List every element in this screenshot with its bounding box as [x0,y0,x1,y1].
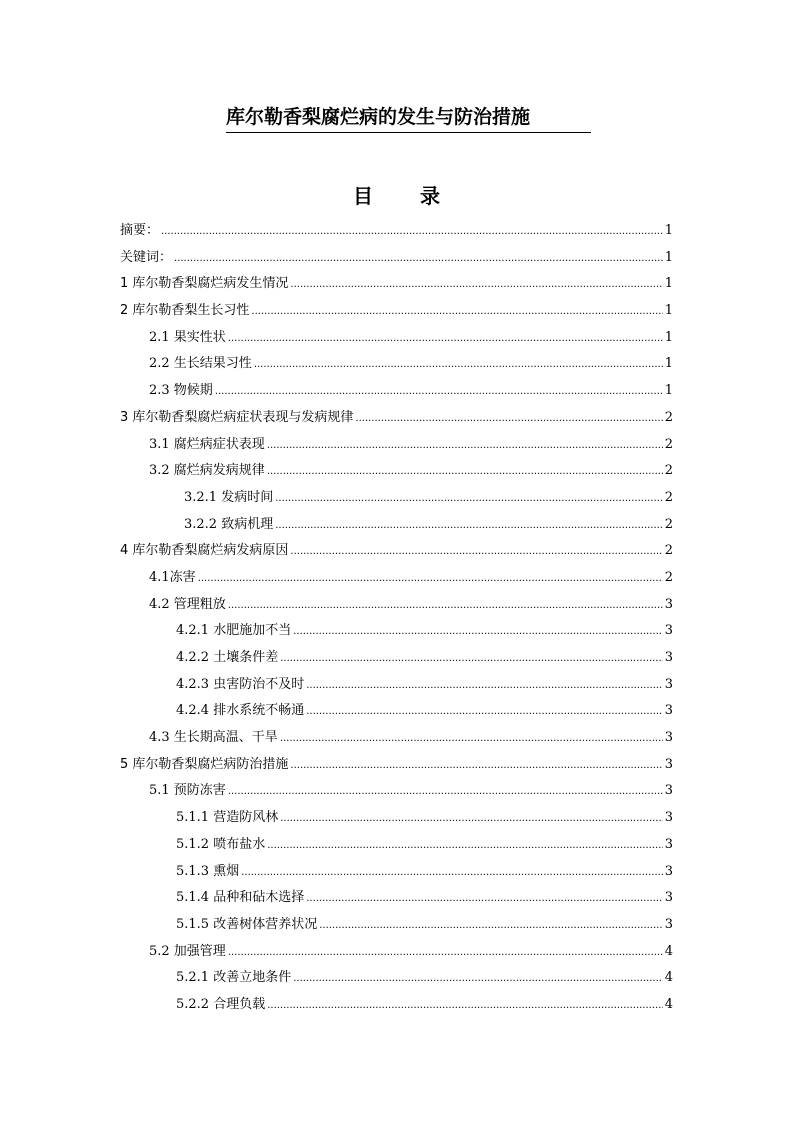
toc-entry-label: 5.2 加强管理 [149,943,226,959]
toc-entry[interactable] [120,351,673,378]
toc-entry-page-number: 3 [664,890,673,906]
toc-entry-label: 4.2.2 土壤条件差 [176,650,279,665]
toc-entry[interactable] [120,912,673,939]
toc-entry-page-number: 2 [664,409,673,425]
toc-entry-page-number: 2 [664,516,673,532]
toc-entry[interactable] [120,725,673,752]
toc-entry-label: 3.1 腐烂病症状表现 [149,436,265,452]
toc-entry-page-number: 3 [664,703,673,719]
toc-entry-page-number: 1 [664,329,673,345]
toc-entry[interactable] [120,618,673,645]
toc-entry-label: 1 库尔勒香梨腐烂病发生情况 [120,276,289,292]
toc-entry[interactable] [120,271,673,298]
toc-dot-leader [267,833,663,860]
toc-entry-label: 4.2.3 虫害防治不及时 [176,676,305,692]
toc-entry[interactable] [120,832,673,859]
toc-entry-label: 5.1.5 改善树体营养状况 [176,916,318,932]
toc-entry-label: 2.1 果实性状 [149,329,226,345]
toc-entry-label: 关键词： [120,249,173,265]
document-title: 库尔勒香梨腐烂病的发生与防治措施 [226,104,591,133]
toc-entry-page-number: 2 [664,463,673,479]
toc-dot-leader [293,966,663,993]
toc-entry[interactable] [120,325,673,352]
toc-entry-page-number: 4 [664,970,673,986]
toc-entry-page-number: 3 [664,836,673,852]
toc-dot-leader [280,806,663,833]
toc-dot-leader [290,539,662,566]
toc-dot-leader [241,860,663,887]
toc-entry-label: 2.2 生长结果习性 [149,356,252,372]
toc-entry[interactable] [120,992,673,1019]
toc-dot-leader [198,566,663,593]
toc-dot-leader [280,646,663,673]
toc-entry-label: 4.2.4 排水系统不畅通 [176,703,305,719]
toc-entry-page-number: 3 [664,863,673,879]
toc-entry-label: 4.1冻害 [149,569,196,585]
toc-entry-page-number: 4 [664,996,673,1012]
toc-dot-leader [228,593,663,620]
toc-entry-page-number: 1 [664,356,673,372]
toc-entry[interactable] [120,245,673,272]
toc-dot-leader [251,299,662,326]
toc-entry-label: 5 库尔勒香梨腐烂病防治措施 [120,756,289,772]
toc-dot-leader [267,433,663,460]
toc-entry-label: 5.2.2 合理负载 [176,996,266,1012]
toc-entry-page-number: 2 [664,569,673,585]
toc-entry[interactable] [120,859,673,886]
toc-entry-label: 5.1 预防冻害 [149,783,226,799]
toc-entry-label: 3.2.1 发病时间 [184,489,274,505]
toc-entry[interactable] [120,752,673,779]
toc-entry[interactable] [120,458,673,485]
toc-heading: 目 录 [353,184,460,208]
toc-entry[interactable] [120,538,673,565]
toc-dot-leader [215,379,663,406]
toc-dot-leader [306,673,663,700]
toc-entry[interactable] [120,565,673,592]
toc-entry[interactable] [120,485,673,512]
toc-entry[interactable] [120,218,673,245]
toc-entry[interactable] [120,405,673,432]
toc-entry[interactable] [120,672,673,699]
toc-entry[interactable] [120,298,673,325]
toc-dot-leader [319,913,663,940]
toc-dot-leader [275,513,663,540]
toc-entry-label: 5.2.1 改善立地条件 [176,970,292,986]
toc-entry-page-number: 3 [664,676,673,692]
toc-dot-leader [228,779,663,806]
toc-dot-leader [254,352,663,379]
toc-entry-label: 3.2.2 致病机理 [184,516,274,532]
toc-entry-page-number: 2 [664,543,673,559]
toc-dot-leader [161,219,663,246]
toc-entry-label: 3.2 腐烂病发病规律 [149,463,265,479]
toc-entry-page-number: 2 [664,436,673,452]
toc-dot-leader [174,246,663,273]
table-of-contents [120,218,673,1019]
toc-entry-page-number: 1 [664,276,673,292]
toc-dot-leader [280,726,663,753]
toc-dot-leader [267,459,663,486]
toc-entry-page-number: 3 [664,756,673,772]
toc-dot-leader [306,699,663,726]
toc-dot-leader [306,886,663,913]
toc-dot-leader [290,753,662,780]
toc-entry-page-number: 3 [664,623,673,639]
toc-entry-page-number: 3 [664,730,673,746]
toc-entry-page-number: 3 [664,783,673,799]
toc-entry-page-number: 3 [664,810,673,826]
toc-entry[interactable] [120,885,673,912]
toc-entry-label: 4.3 生长期高温、干旱 [149,730,278,746]
toc-entry-label: 5.1.4 品种和砧木选择 [176,890,305,906]
toc-dot-leader [275,486,663,513]
toc-entry-label: 2 库尔勒香梨生长习性 [120,303,250,319]
toc-dot-leader [228,940,663,967]
toc-entry-page-number: 3 [664,596,673,612]
toc-entry-label: 4.2.1 水肥施加不当 [176,623,292,639]
toc-entry[interactable] [120,778,673,805]
toc-dot-leader [267,993,663,1020]
toc-entry-page-number: 2 [664,489,673,505]
toc-entry-label: 5.1.1 营造防风林 [176,810,279,826]
toc-entry[interactable] [120,592,673,619]
toc-entry-label: 2.3 物候期 [149,383,213,399]
toc-entry[interactable] [120,805,673,832]
toc-entry-label: 4 库尔勒香梨腐烂病发病原因 [120,543,289,559]
toc-entry-label: 4.2 管理粗放 [149,596,226,612]
toc-entry-page-number: 3 [664,916,673,932]
toc-entry[interactable] [120,512,673,539]
toc-entry-label: 摘要： [120,223,160,238]
toc-dot-leader [290,272,662,299]
toc-entry[interactable] [120,645,673,672]
toc-entry[interactable] [120,939,673,966]
toc-entry[interactable] [120,965,673,992]
toc-entry-page-number: 1 [664,249,673,265]
toc-entry-page-number: 1 [664,223,673,238]
toc-entry-page-number: 4 [664,943,673,959]
toc-entry-label: 5.1.3 熏烟 [176,863,240,879]
toc-entry[interactable] [120,698,673,725]
toc-dot-leader [293,619,663,646]
toc-dot-leader [355,406,662,433]
toc-dot-leader [228,326,663,353]
toc-entry-page-number: 1 [664,303,673,319]
toc-entry-label: 3 库尔勒香梨腐烂病症状表现与发病规律 [120,409,354,425]
toc-entry[interactable] [120,378,673,405]
toc-entry[interactable] [120,432,673,459]
toc-entry-page-number: 1 [664,383,673,399]
toc-entry-label: 5.1.2 喷布盐水 [176,836,266,852]
toc-entry-page-number: 3 [664,650,673,665]
